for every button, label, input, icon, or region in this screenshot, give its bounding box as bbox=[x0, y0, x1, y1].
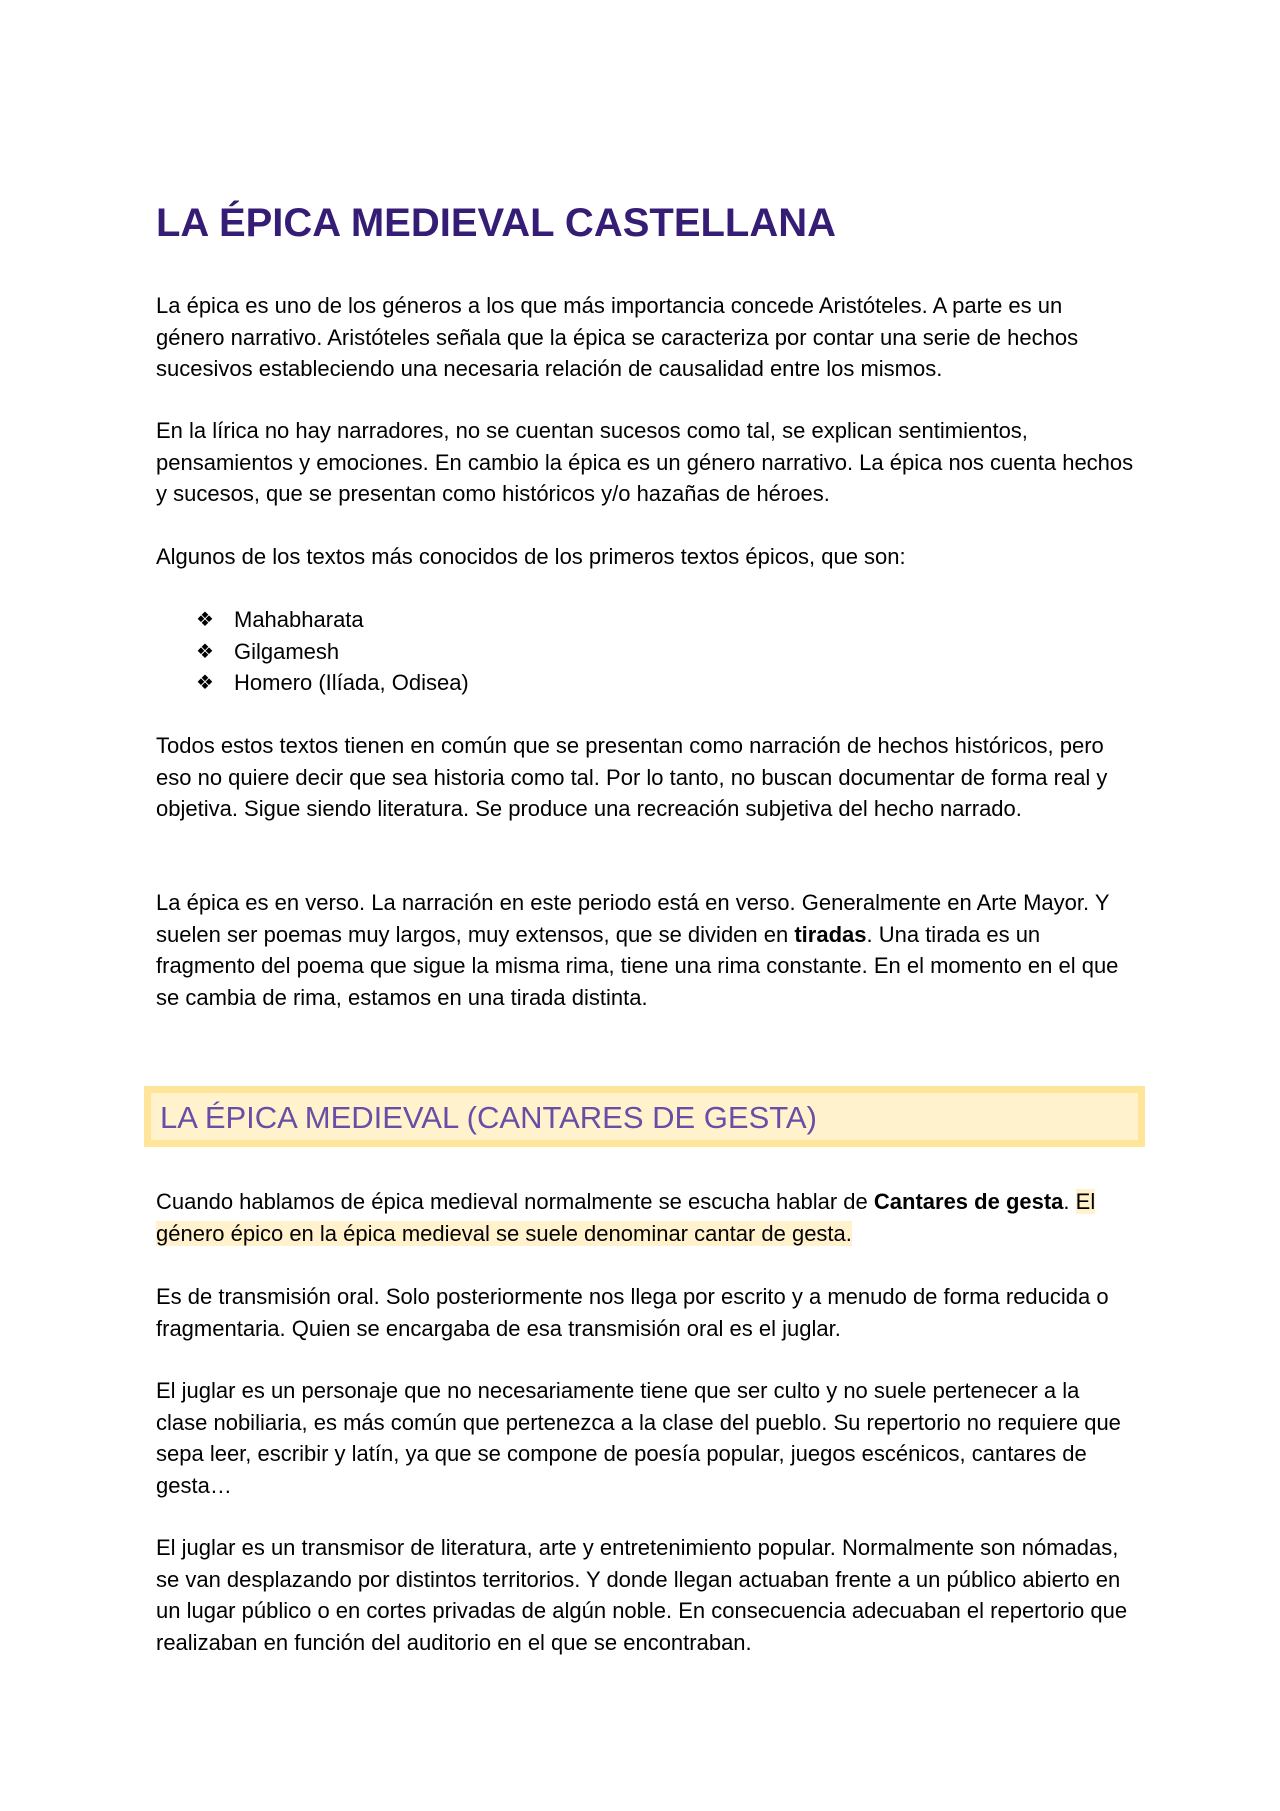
list-item bbox=[156, 604, 469, 636]
diamond-bullet-icon: ❖ bbox=[196, 638, 214, 663]
list-item bbox=[156, 636, 469, 668]
section-paragraph-3: El juglar es un personaje que no necesariamente tiene que ser culto y no suele pertenecer a la clase nobiliaria, es más común que pertenezca a la clase del pueblo. Su repertorio no requiere que sepa leer, escribir y latín, ya que se compone de poesía popular, juegos escénicos, cantares de gesta… bbox=[156, 1378, 1121, 1498]
text-run: Cuando hablamos de épica medieval normalmente se escucha hablar de bbox=[156, 1189, 874, 1214]
list-item-text: Gilgamesh bbox=[234, 638, 340, 664]
section-paragraph-1 bbox=[156, 1186, 1136, 1249]
highlighted-sentence: El género épico en la épica medieval se suele denominar cantar de gesta. bbox=[156, 1189, 1096, 1246]
diamond-bullet-icon: ❖ bbox=[196, 607, 214, 631]
intro-paragraph-3: Algunos de los textos más conocidos de los primeros textos épicos, que son: bbox=[156, 544, 906, 569]
diamond-bullet-icon: ❖ bbox=[196, 670, 214, 694]
epic-texts-list bbox=[156, 604, 469, 699]
intro-paragraph-1: La épica es uno de los géneros a los que más importancia concede Aristóteles. A parte es un género narrativo. Aristóteles señala que la épica se caracteriza por contar una serie de hechos sucesivos estableciendo una necesaria relación de causalidad entre los mismos. bbox=[156, 293, 1079, 381]
text-run: . Una tirada es un fragmento del poema que sigue la misma rima, tiene una rima constante. En el momento en el que se cambia de rima, estamos en una tirada distinta. bbox=[156, 921, 1119, 1010]
text-run: . bbox=[1063, 1189, 1076, 1214]
bold-term-cantares: Cantares de gesta bbox=[873, 1189, 1064, 1214]
list-item bbox=[156, 667, 469, 699]
bold-term-tiradas: tiradas bbox=[794, 921, 867, 947]
section-heading: LA ÉPICA MEDIEVAL (CANTARES DE GESTA) bbox=[160, 1100, 817, 1135]
intro-paragraph-2: En la lírica no hay narradores, no se cuentan sucesos como tal, se explican sentimientos, pensamientos y emociones. En cambio la épica es un género narrativo. La épica nos cuenta hechos y sucesos, que se presentan como históricos y/o hazañas de héroes. bbox=[156, 418, 1134, 506]
section-paragraph-4: El juglar es un transmisor de literatura, arte y entretenimiento popular. Normalmente son nómadas, se van desplazando por distintos territorios. Y donde llegan actuaban frente a un público abierto en un lugar público o en cortes privadas de algún noble. En consecuencia adecuaban el repertorio que realizaban en función del auditorio en el que se encontraban. bbox=[156, 1535, 1128, 1655]
document-title: LA ÉPICA MEDIEVAL CASTELLANA bbox=[156, 201, 837, 245]
list-item-text: Homero (Ilíada, Odisea) bbox=[234, 670, 469, 695]
intro-paragraph-4: Todos estos textos tienen en común que se presentan como narración de hechos históricos, pero eso no quiere decir que sea historia como tal. Por lo tanto, no buscan documentar de forma real y objetiva. Sigue siendo literatura. Se produce una recreación subjetiva del hecho narrado. bbox=[156, 733, 1108, 821]
section-heading-box bbox=[144, 1086, 1145, 1147]
text-run: La épica es en verso. La narración en este periodo está en verso. Generalmente en Arte Mayor. Y suelen ser poemas muy largos, muy extensos, que se dividen en bbox=[156, 890, 1110, 947]
intro-paragraph-5 bbox=[156, 887, 1136, 1013]
section-paragraph-2: Es de transmisión oral. Solo posteriormente nos llega por escrito y a menudo de forma reducida o fragmentaria. Quien se encargaba de esa transmisión oral es el juglar. bbox=[156, 1284, 1109, 1341]
list-item-text: Mahabharata bbox=[234, 607, 364, 632]
